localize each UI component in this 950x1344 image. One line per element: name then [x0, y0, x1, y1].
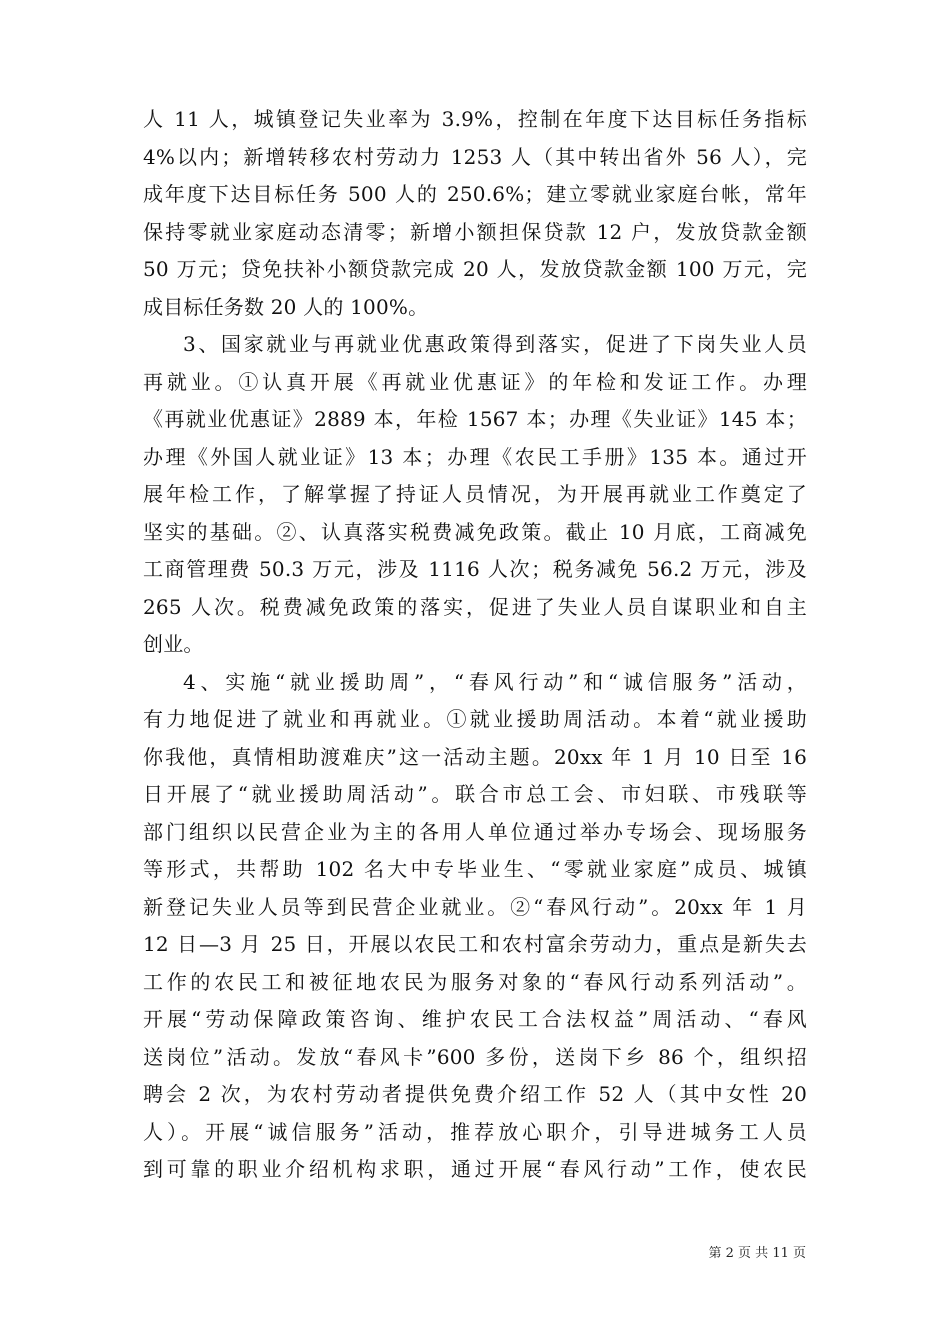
text-line: 工作的农民工和被征地农民为服务对象的“春风行动系列活动”。: [143, 969, 807, 994]
text-line: 日开展了“就业援助周活动”。联合市总工会、市妇联、市残联等: [143, 782, 807, 806]
text-line: 保持零就业家庭动态清零；新增小额担保贷款 12 户，发放贷款金额: [143, 219, 807, 244]
text-line: 3、国家就业与再就业优惠政策得到落实，促进了下岗失业人员: [183, 332, 807, 356]
text-line: 4%以内；新增转移农村劳动力 1253 人（其中转出省外 56 人），完: [143, 144, 807, 169]
text-line: 创业。: [143, 632, 204, 656]
text-line: 等形式，共帮助 102 名大中专毕业生、“零就业家庭”成员、城镇: [143, 857, 807, 881]
text-line: 工商管理费 50.3 万元，涉及 1116 人次；税务减免 56.2 万元，涉及: [143, 557, 807, 581]
text-line: 《再就业优惠证》2889 本，年检 1567 本；办理《失业证》145 本；: [143, 407, 807, 431]
text-line: 12 日—3 月 25 日，开展以农民工和农村富余劳动力，重点是新失去: [143, 932, 807, 956]
text-line: 再就业。①认真开展《再就业优惠证》的年检和发证工作。办理: [143, 369, 807, 394]
text-line: 部门组织以民营企业为主的各用人单位通过举办专场会、现场服务: [143, 819, 807, 844]
text-line: 坚实的基础。②、认真落实税费减免政策。截止 10 月底，工商减免: [143, 519, 807, 544]
text-line: 50 万元；贷免扶补小额贷款完成 20 人，发放贷款金额 100 万元，完: [143, 257, 807, 281]
text-line: 成目标任务数 20 人的 100%。: [143, 294, 429, 319]
page-footer: [0, 1244, 806, 1264]
text-line: 人）。开展“诚信服务”活动，推荐放心职介，引导进城务工人员: [143, 1119, 807, 1144]
text-line: 成年度下达目标任务 500 人的 250.6%；建立零就业家庭台帐，常年: [143, 182, 807, 206]
text-line: 展年检工作，了解掌握了持证人员情况，为开展再就业工作奠定了: [143, 482, 807, 506]
document-body: [143, 101, 807, 1189]
text-line: 人 11 人，城镇登记失业率为 3.9%，控制在年度下达目标任务指标: [143, 107, 807, 131]
text-line: 有力地促进了就业和再就业。①就业援助周活动。本着“就业援助: [143, 707, 807, 731]
text-line: 4、实施“就业援助周”，“春风行动”和“诚信服务”活动，: [183, 669, 807, 694]
text-line: 聘会 2 次，为农村劳动者提供免费介绍工作 52 人（其中女性 20: [143, 1082, 807, 1106]
text-line: 开展“劳动保障政策咨询、维护农民工合法权益”周活动、“春风: [143, 1007, 807, 1031]
page-number-indicator: 第 2 页 共 11 页: [708, 1246, 806, 1261]
text-line: 新登记失业人员等到民营企业就业。②“春风行动”。20xx 年 1 月: [143, 894, 807, 919]
text-line: 送岗位”活动。发放“春风卡”600 多份，送岗下乡 86 个，组织招: [143, 1044, 807, 1069]
text-line: 265 人次。税费减免政策的落实，促进了失业人员自谋职业和自主: [143, 594, 807, 619]
text-line: 你我他，真情相助渡难庆”这一活动主题。20xx 年 1 月 10 日至 16: [143, 744, 807, 769]
text-line: 办理《外国人就业证》13 本；办理《农民工手册》135 本。通过开: [143, 444, 807, 469]
text-line: 到可靠的职业介绍机构求职，通过开展“春风行动”工作，使农民: [143, 1157, 807, 1181]
